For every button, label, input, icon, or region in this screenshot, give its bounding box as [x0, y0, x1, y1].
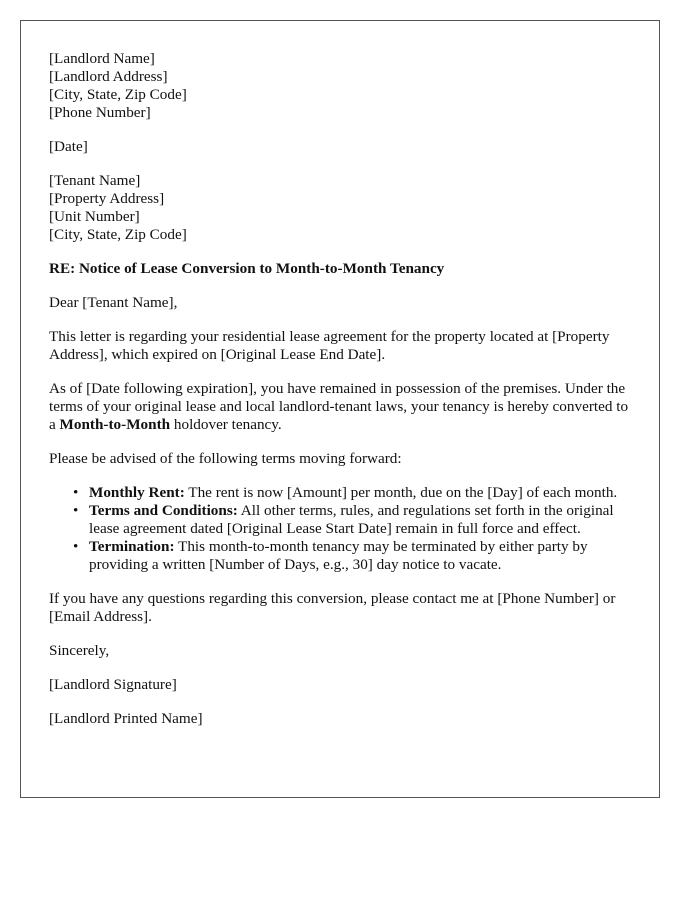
- letter-date: [Date]: [49, 138, 88, 155]
- subject-line: RE: Notice of Lease Conversion to Month-to-Month Tenancy: [49, 260, 445, 277]
- recipient-address-block: [49, 172, 631, 244]
- conversion-text-after: holdover tenancy.: [170, 416, 282, 433]
- paragraph-contact: If you have any questions regarding this conversion, please contact me at [Phone Number] or [Email Address].: [49, 590, 616, 625]
- bullet-icon: •: [73, 484, 79, 501]
- closing: Sincerely,: [49, 642, 110, 659]
- salutation: Dear [Tenant Name],: [49, 294, 178, 311]
- terms-list: [49, 484, 631, 574]
- recipient-property-address: [Property Address]: [49, 190, 165, 207]
- term-title: Terms and Conditions:: [89, 502, 238, 519]
- bullet-icon: •: [73, 538, 79, 555]
- printed-name: [Landlord Printed Name]: [49, 710, 203, 727]
- list-item-terms-conditions: [73, 502, 631, 538]
- term-text: All other terms, rules, and regulations set forth in the original lease agreement dated [Original Lease Start Date] remain in full force and effect.: [89, 502, 614, 537]
- sender-address-block: [49, 50, 631, 122]
- conversion-text-before: As of [Date following expiration], you have remained in possession of the premises. Under the terms of your original lease and local landlord-tenant laws, your tenancy is hereby converted to a: [49, 380, 629, 433]
- term-text: The rent is now [Amount] per month, due on the [Day] of each month.: [184, 484, 618, 501]
- term-title: Termination:: [89, 538, 175, 555]
- term-title: Monthly Rent:: [89, 484, 185, 501]
- paragraph-conversion: [49, 380, 631, 434]
- recipient-city-state-zip: [City, State, Zip Code]: [49, 226, 187, 243]
- sender-phone: [Phone Number]: [49, 104, 151, 121]
- letter-page: [20, 20, 660, 798]
- paragraph-terms-intro: Please be advised of the following terms moving forward:: [49, 450, 402, 467]
- recipient-name: [Tenant Name]: [49, 172, 141, 189]
- paragraph-lease-expiry: This letter is regarding your residential lease agreement for the property located at [Property Address], which expired on [Original Lease End Date].: [49, 328, 610, 363]
- conversion-emphasis: Month-to-Month: [59, 416, 171, 433]
- term-text: This month-to-month tenancy may be terminated by either party by providing a written [Number of Days, e.g., 30] day notice to vacate.: [89, 538, 588, 573]
- sender-name: [Landlord Name]: [49, 50, 155, 67]
- signature: [Landlord Signature]: [49, 676, 177, 693]
- list-item-monthly-rent: [73, 484, 631, 502]
- sender-address: [Landlord Address]: [49, 68, 168, 85]
- bullet-icon: •: [73, 502, 79, 519]
- sender-city-state-zip: [City, State, Zip Code]: [49, 86, 187, 103]
- list-item-termination: [73, 538, 631, 574]
- recipient-unit: [Unit Number]: [49, 208, 140, 225]
